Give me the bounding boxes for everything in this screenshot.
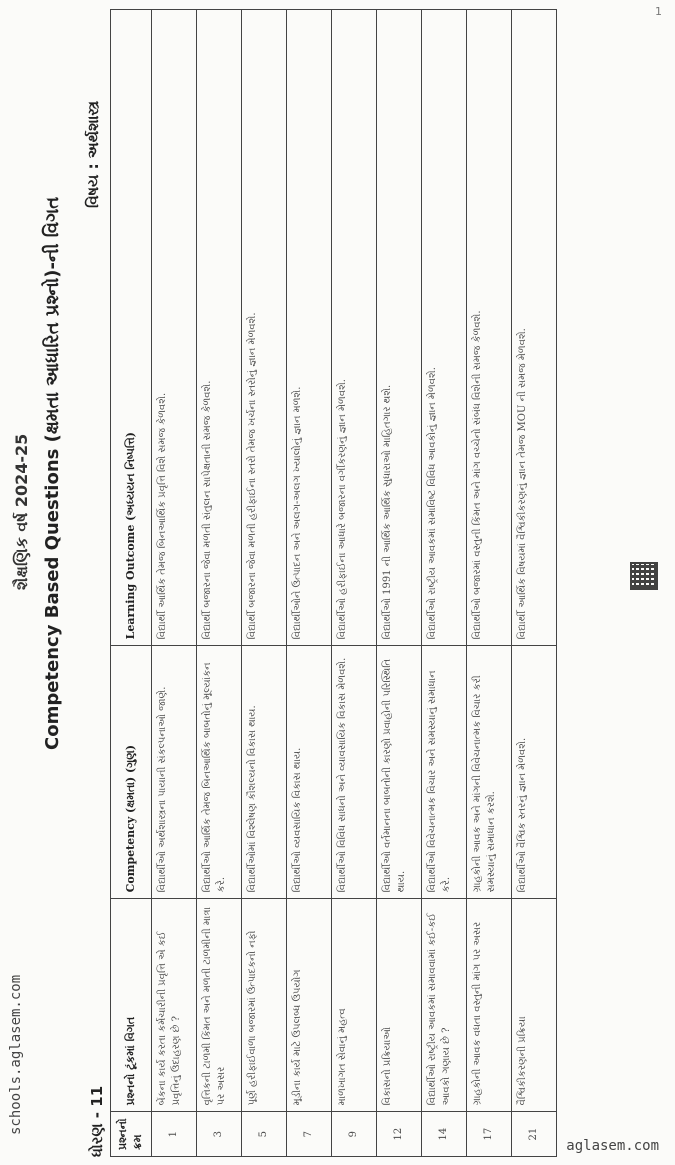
standard-label: ધોરણ - 11 [88, 1085, 106, 1157]
row-number: 12 [377, 1112, 422, 1157]
table-row [152, 10, 197, 1157]
row-topic: વિકાસનો પ્રક્રિયાઓ [377, 899, 422, 1112]
column-header-competency: Competency (ક્ષમતા) (ગુણ) [111, 646, 152, 899]
row-competency: ગ્રાહકોની આવક અને માંગની વિવેચનાત્મક વિચાર કરી સમસ્યાનું સમાધાન કરશે. [467, 646, 512, 899]
table-row [377, 10, 422, 1157]
row-number: 1 [152, 1112, 197, 1157]
row-competency: વિદ્યાર્થીઓ વિવેચનાત્મક વિચાર અને સમસ્યાનું સમાધાન કરે. [422, 646, 467, 899]
document-title: Competency Based Questions (ક્ષમતા આધારિત પ્રશ્નો)-ની વિગત [42, 196, 63, 750]
competency-table [110, 9, 557, 1157]
row-outcome: વિદ્યાર્થી બજારના જેવા મળતી હરીફાઈના સ્તરો તેમજ ખર્ચના સ્તરોનું જ્ઞાન મેળવશે. [242, 10, 287, 646]
watermark-left [0, 965, 30, 1165]
table-row [467, 10, 512, 1157]
row-topic: વૃત્તિકની ટાળમી કિંમત અને મળતી ટાળમીની માત્રા પર અસર [197, 899, 242, 1112]
table-header-row [111, 10, 152, 1157]
row-number: 14 [422, 1112, 467, 1157]
row-number: 5 [242, 1112, 287, 1157]
qr-code-icon [630, 562, 658, 590]
row-outcome: વિદ્યાર્થીઓને ઉત્પાદન અને અલગ-અલગ ખ્યાલોનું જ્ઞાન મળશે. [287, 10, 332, 646]
row-outcome: વિદ્યાર્થી આર્થિક તેમજ બિનઆર્થિક પ્રવૃત્તિ વિશે સમજ કેળવશે. [152, 10, 197, 646]
column-header-topic: પ્રશ્નનો ટૂંકમાં વિગત [111, 899, 152, 1112]
row-competency: વિદ્યાર્થીઓમાં વિશ્લેષણ કૌશલ્યનો વિકાસ થાય. [242, 646, 287, 899]
row-topic: માળખાગત સેવાનું મહત્વ [332, 899, 377, 1112]
row-competency: વિદ્યાર્થીઓ અર્થશાસ્ત્રના પાયાની સંકલ્પનાઓ જાણે. [152, 646, 197, 899]
table-row [512, 10, 557, 1157]
academic-year-title: શૈક્ષણિક વર્ષ 2024-25 [12, 433, 31, 590]
table-row [197, 10, 242, 1157]
table-row [242, 10, 287, 1157]
row-outcome: વિદ્યાર્થીઓ રાષ્ટ્રીય આવકમાં સમાવિષ્ટ વિવિધ આવકોનું જ્ઞાન મેળવશે. [422, 10, 467, 646]
table-row [332, 10, 377, 1157]
row-competency: વિદ્યાર્થીઓ વ્યવસાયિક વિકાસ થાય. [287, 646, 332, 899]
row-number: 21 [512, 1112, 557, 1157]
column-header-outcome: Learning Outcome (અધ્યયન નિષ્પત્તિ) [111, 10, 152, 646]
row-outcome: વિદ્યાર્થીઓ 1991 ની આર્થિક આર્થિક સુધારાઓ માહિતગાર થશે. [377, 10, 422, 646]
watermark-left-text: schools.aglasem.com [8, 974, 24, 1135]
row-number: 3 [197, 1112, 242, 1157]
row-number: 9 [332, 1112, 377, 1157]
row-number: 7 [287, 1112, 332, 1157]
row-topic: ગ્રાહકોની આવક વધતા વસ્તુની માંગ પર અસર [467, 899, 512, 1112]
row-competency: વિદ્યાર્થીઓ આર્થિક તેમજ બિનઆર્થિક બાબતોનું મૂલ્યાંકન કરે. [197, 646, 242, 899]
subject-label: વિષય : અર્થશાસ્ત્ર [84, 100, 102, 208]
row-competency: વિદ્યાર્થીઓ વિવિધ સાધનો અને વ્યાવસાયિક વિકાસ મેળવશે. [332, 646, 377, 899]
row-outcome: વિદ્યાર્થી આર્થિક વિષયમાં વૈશ્વિકીકરણનું જ્ઞાન તેમજ MOU ની સમજ મેળવશે. [512, 10, 557, 646]
row-competency: વિદ્યાર્થીઓ વૈશ્વિક સ્તરનું જ્ઞાન મેળવશે. [512, 646, 557, 899]
row-outcome: વિદ્યાર્થીઓ હરીફાઈના આધારે બજારના વર્ગીકરણનું જ્ઞાન મેળવશે. [332, 10, 377, 646]
row-topic: વૈશ્વિકીકરણની પ્રક્રિયા [512, 899, 557, 1112]
row-topic: પૂર્ણ હરીફાઈવાળા બજારમાં ઉત્પાદકનો નફો [242, 899, 287, 1112]
row-competency: વિદ્યાર્થીઓ વર્તમાનના બાબતોની કારણો પ્રવાહોની પરિસ્થિતિ થાય. [377, 646, 422, 899]
row-topic: વિદ્યાર્થીઓ રાષ્ટ્રીય આવકમાં સમાવવામાં કઈ-કઈ આવકો ગણાય છે ? [422, 899, 467, 1112]
row-topic: બેંકના કાર્ય કરતા કર્મચારીની પ્રવૃત્તિ એ કઈ પ્રવૃત્તિનું ઉદાહરણ છે ? [152, 899, 197, 1112]
column-header-number: પ્રશ્નનો ક્રમ [111, 1112, 152, 1157]
row-topic: મૂડીના કાર્ય માટે ઉપલબ્ધ ઉપયોગ [287, 899, 332, 1112]
row-outcome: વિદ્યાર્થી બજારના જેવા મળતી સંતુલન સાપેક્ષતાની સમજ કેળવશે. [197, 10, 242, 646]
row-number: 17 [467, 1112, 512, 1157]
row-outcome: વિદ્યાર્થીઓ બજારમાં વસ્તુની કિંમત અને માંગ વચ્ચેનો સંબંધ વિશેની સમજ કેળવશે. [467, 10, 512, 646]
page-number: 1 [655, 5, 662, 18]
table-row [422, 10, 467, 1157]
watermark-right: aglasem.com [566, 1138, 659, 1154]
table-row [287, 10, 332, 1157]
